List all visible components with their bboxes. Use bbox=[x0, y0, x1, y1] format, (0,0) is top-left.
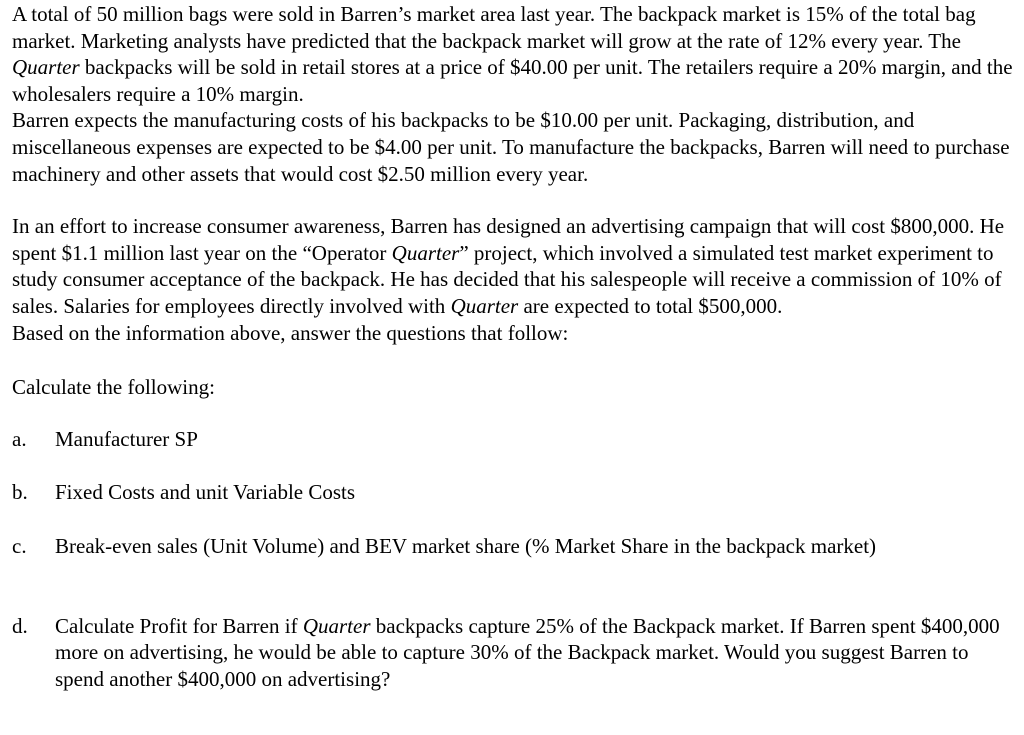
question-text: Fixed Costs and unit Variable Costs bbox=[55, 480, 356, 505]
question-letter: b. bbox=[12, 480, 28, 505]
question-text: Manufacturer SP bbox=[55, 426, 198, 451]
paragraph-advertising-part1: In an effort to increase consumer awareness, Barren has designed an advertising campaign that will cost $800,000. He spent $1.1 million last year on the “Operator bbox=[12, 214, 1005, 265]
question-letter: d. bbox=[12, 613, 28, 638]
paragraph-market-info-part2: backpacks will be sold in retail stores at a price of $40.00 per unit. The retailers require a 20% margin, and the wholesalers require a 10% margin. bbox=[12, 55, 1013, 106]
brand-name-quarter: Quarter bbox=[391, 240, 460, 265]
question-c bbox=[12, 533, 1016, 560]
brand-name-quarter: Quarter bbox=[302, 613, 371, 638]
question-text: Break-even sales (Unit Volume) and BEV market share (% Market Share in the backpack market) bbox=[55, 533, 877, 558]
paragraph-costs: Barren expects the manufacturing costs of his backpacks to be $10.00 per unit. Packaging, distribution, and miscellaneous expenses are expected to be $4.00 per unit. To manufacture the backpacks, Barren will need to purchase machinery and other assets that would cost $2.50 million every year. bbox=[12, 108, 1010, 186]
question-a bbox=[12, 426, 1016, 453]
question-d-part1: Calculate Profit for Barren if bbox=[55, 613, 303, 638]
paragraph-advertising-part2: ” project, which involved a simulated test market experiment to study consumer acceptance of the backpack. He has decided that his salespeople will receive a commission of 10% of sales. Salaries for employees directly involved with bbox=[12, 240, 1002, 318]
paragraph-market-info-part1: A total of 50 million bags were sold in Barren’s market area last year. The backpack market is 15% of the total bag market. Marketing analysts have predicted that the backpack market will grow at the rate of 12% every year. The bbox=[12, 2, 976, 53]
paragraph-advertising bbox=[12, 213, 1016, 319]
question-b bbox=[12, 479, 1016, 506]
calculate-heading: Calculate the following: bbox=[12, 375, 215, 400]
brand-name-quarter: Quarter bbox=[450, 293, 519, 318]
instructions-text: Based on the information above, answer the questions that follow: bbox=[12, 320, 569, 345]
paragraph-spacer bbox=[12, 187, 1016, 213]
question-d-part2: backpacks capture 25% of the Backpack market. If Barren spent $400,000 more on advertising, he would be able to capture 30% of the Backpack market. Would you suggest Barren to spend another $400,000 on advertising? bbox=[55, 613, 1000, 691]
paragraph-market-info bbox=[12, 1, 1016, 107]
question-text bbox=[55, 614, 1000, 691]
brand-name-quarter: Quarter bbox=[12, 55, 80, 80]
question-d bbox=[12, 613, 1016, 693]
question-letter: c. bbox=[12, 533, 27, 558]
paragraph-advertising-part3: are expected to total $500,000. bbox=[518, 293, 783, 318]
paragraph-spacer bbox=[12, 346, 1016, 374]
question-letter: a. bbox=[12, 426, 27, 451]
